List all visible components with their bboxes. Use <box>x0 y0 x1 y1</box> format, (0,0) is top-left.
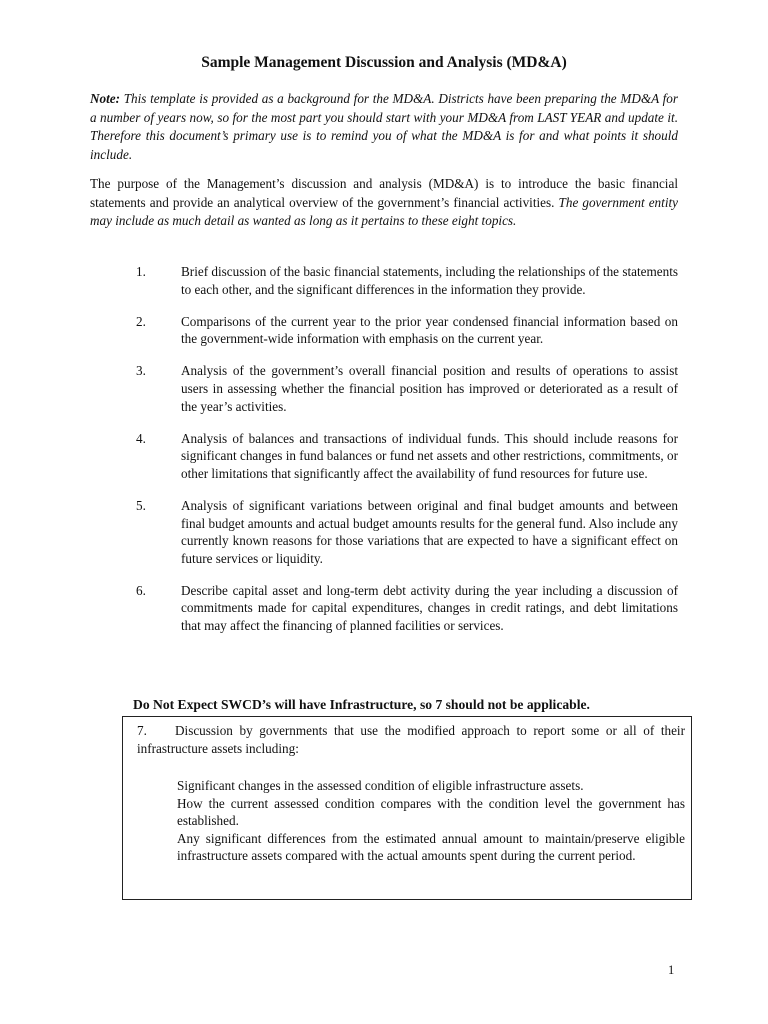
list-item-text: Analysis of balances and transactions of individual funds. This should include reasons for significant changes in fund balances or fund net assets and other restrictions, commitments, or other limitations that significantly affect the availability of fund resources for future use. <box>181 430 678 481</box>
list-item-number: 6. <box>136 582 146 598</box>
list-item <box>90 362 678 415</box>
note-text: This template is provided as a background for the MD&A. Districts have been preparing the MD&A for a number of years now, so for the most part you should start with your MD&A from LAST YEAR and update it. Therefore this document’s primary use is to remind you of what the MD&A is for and what points it should include. <box>90 91 678 162</box>
box-subitem: Any significant differences from the estimated annual amount to maintain/preserve eligible infrastructure assets compared with the actual amounts spent during the current period. <box>177 830 685 864</box>
note-paragraph <box>90 90 678 164</box>
list-item-text: Analysis of significant variations between original and final budget amounts and between final budget amounts and actual budget amounts results for the general fund. Also include any currently known reasons for those variations that are expected to have a significant effect on future services or liquidity. <box>181 497 678 566</box>
intro-text: The purpose of the Management’s discussion and analysis (MD&A) is to introduce the basic financial statements and provide an analytical overview of the government’s financial activities. <box>90 176 678 210</box>
intro-emphasis: The government entity may include as much detail as wanted as long as it pertains to these eight topics. <box>90 194 678 229</box>
list-item <box>90 263 678 298</box>
note-label: Note: <box>90 91 121 106</box>
box-item-number: 7. <box>137 723 147 738</box>
topic-list <box>90 263 678 649</box>
document-title: Sample Management Discussion and Analysis (MD&A) <box>201 54 567 71</box>
list-item-text: Analysis of the government’s overall financial position and results of operations to assist users in assessing whether the financial position has improved or deteriorated as a result of the year’s activities. <box>181 363 678 414</box>
infrastructure-warning: Do Not Expect SWCD’s will have Infrastructure, so 7 should not be applicable. <box>133 697 590 712</box>
list-item <box>90 497 678 567</box>
list-item <box>90 430 678 483</box>
box-subitem: How the current assessed condition compares with the condition level the government has established. <box>177 795 685 829</box>
list-item-number: 2. <box>136 313 146 329</box>
page-number: 1 <box>668 963 675 977</box>
box-item <box>137 722 685 757</box>
list-item-text: Comparisons of the current year to the prior year condensed financial information based on the government-wide information with emphasis on the current year. <box>181 313 678 347</box>
box-subitem: Significant changes in the assessed condition of eligible infrastructure assets. <box>177 778 584 793</box>
list-item <box>90 582 678 635</box>
list-item-number: 5. <box>136 497 146 513</box>
list-item-number: 3. <box>136 363 146 379</box>
list-item <box>90 313 678 348</box>
infrastructure-box <box>122 716 692 900</box>
list-item-text: Brief discussion of the basic financial statements, including the relationships of the statements to each other, and the significant differences in the information they provide. <box>181 264 678 297</box>
list-item-number: 1. <box>136 264 146 279</box>
box-item-text: Discussion by governments that use the modified approach to report some or all of their infrastructure assets including: <box>137 723 685 756</box>
list-item-number: 4. <box>136 430 146 446</box>
list-item-text: Describe capital asset and long-term debt activity during the year including a discussion of commitments made for capital expenditures, changes in credit ratings, and debt limitations that may affect the financing of planned facilities or services. <box>181 582 678 633</box>
intro-paragraph <box>90 175 678 231</box>
box-subitems <box>177 777 685 865</box>
